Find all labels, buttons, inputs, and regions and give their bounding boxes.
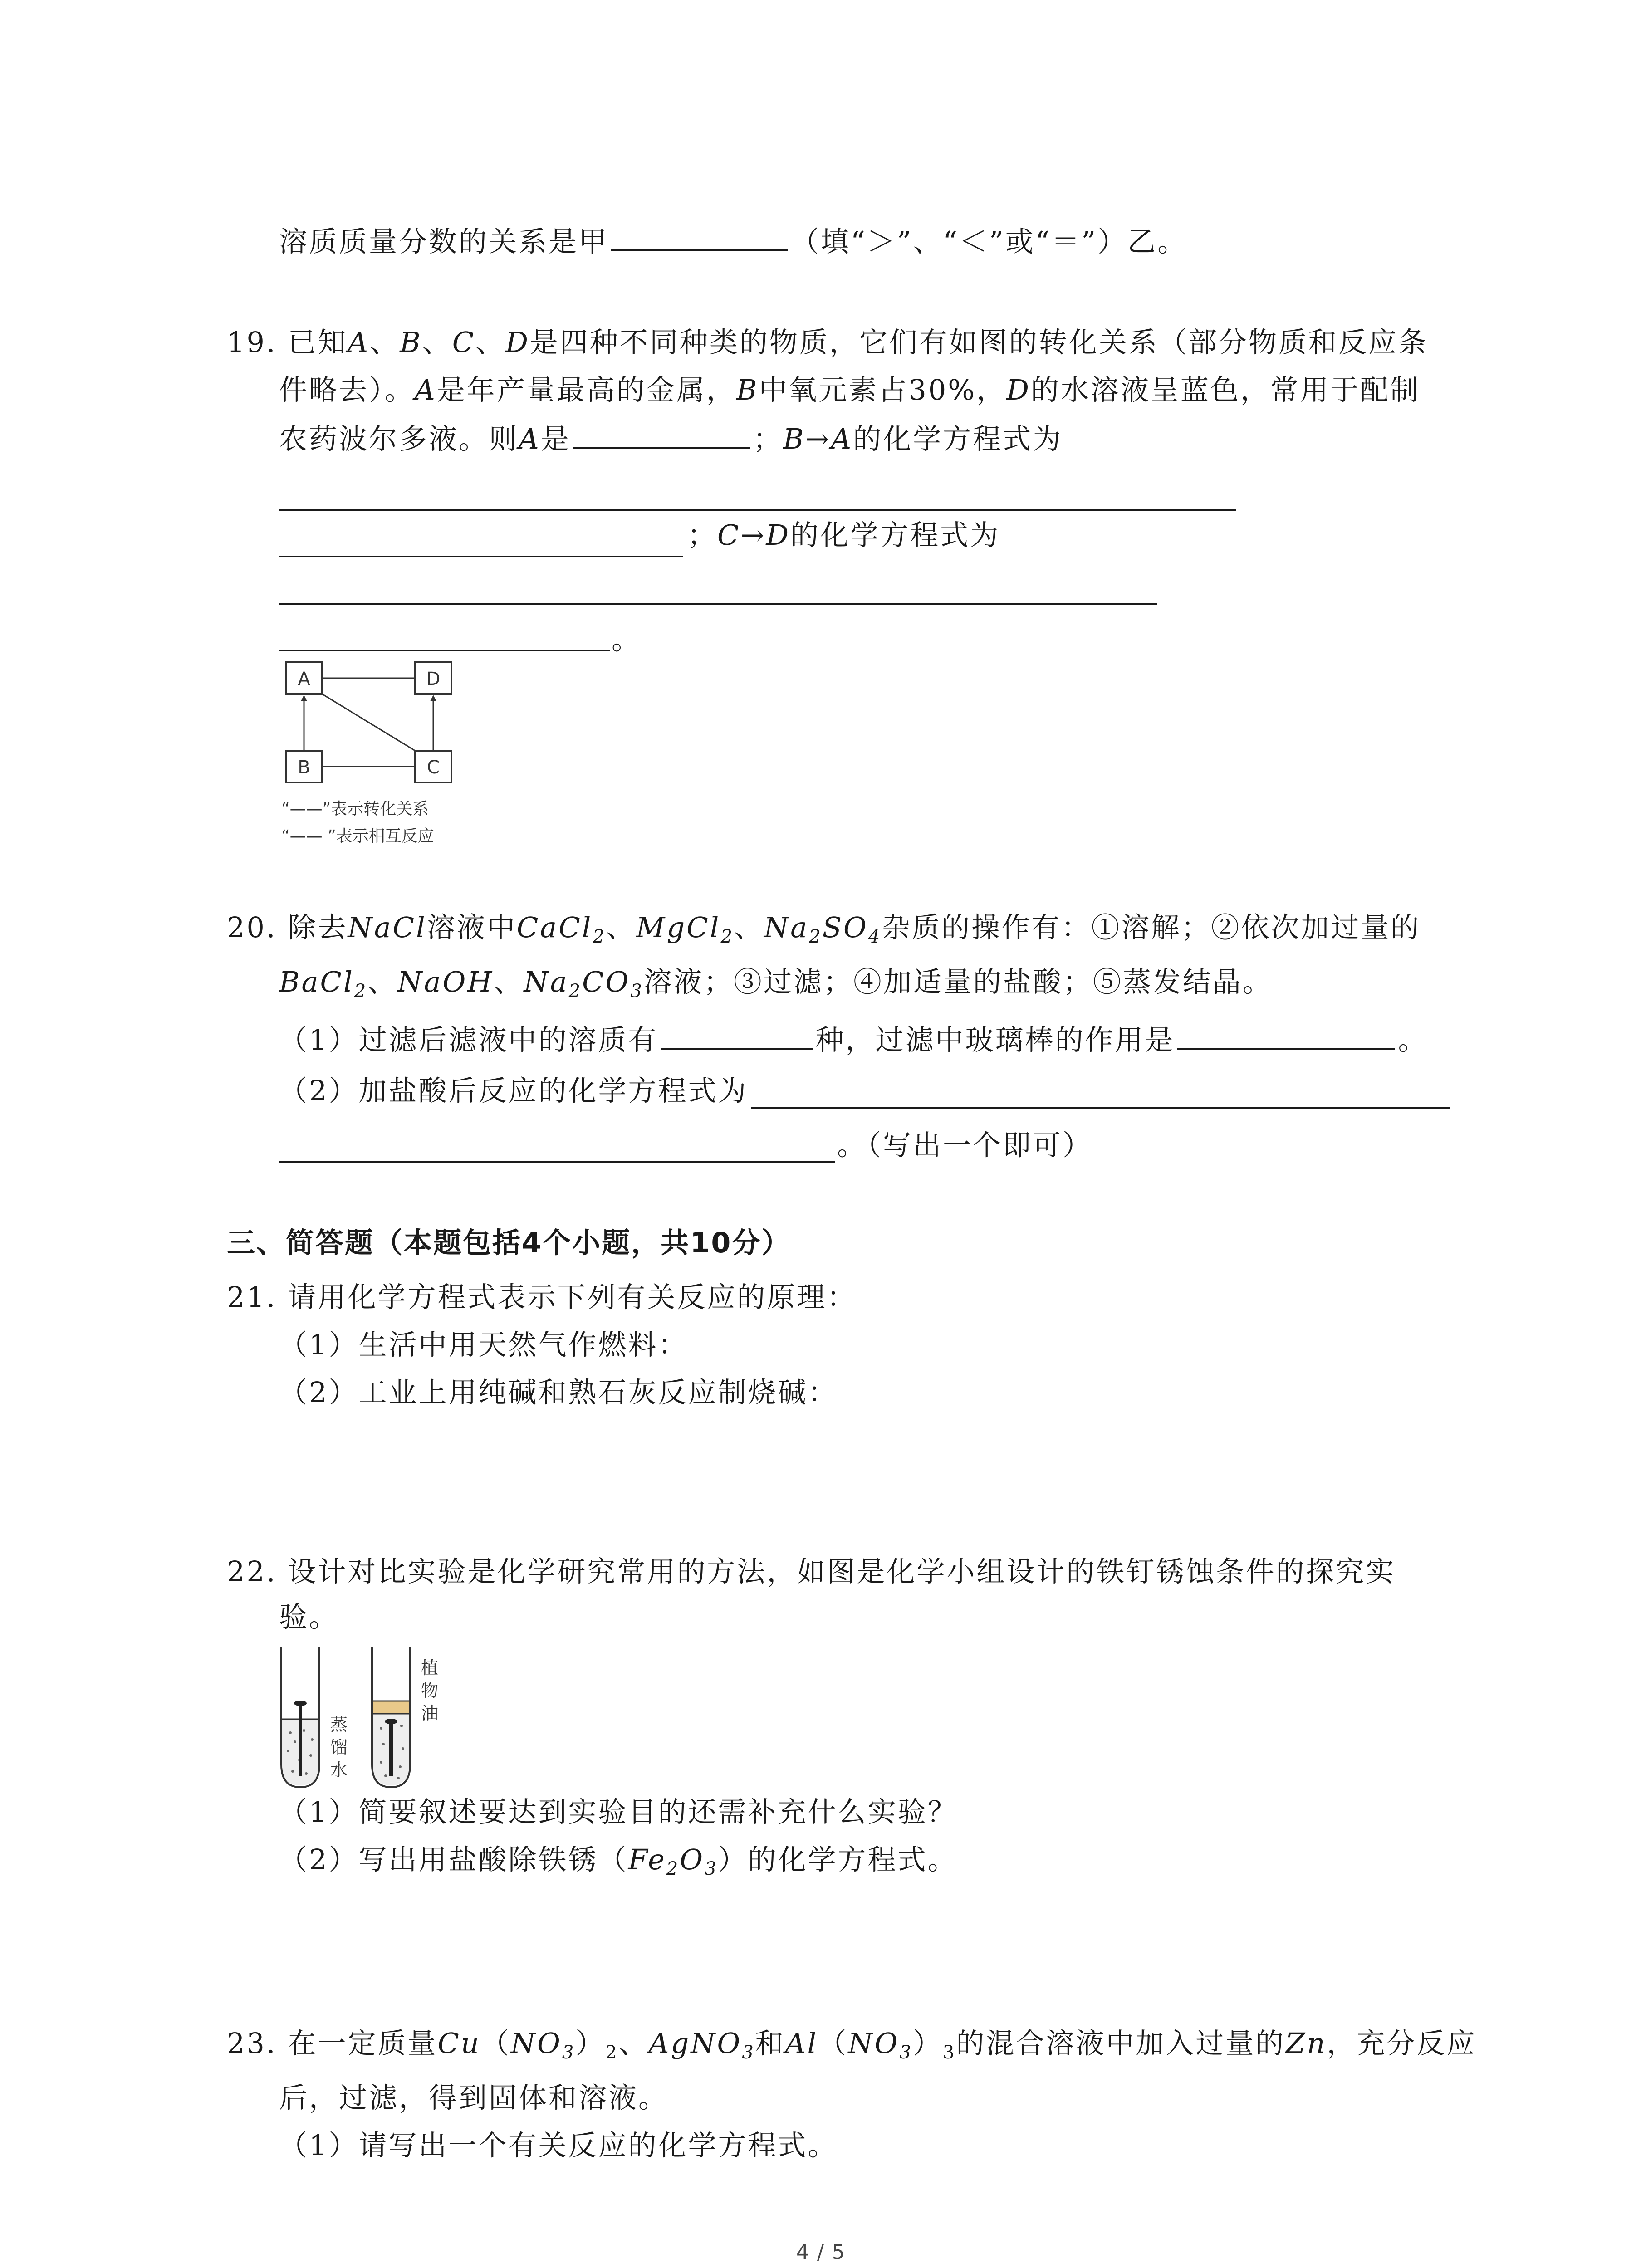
tube-water bbox=[281, 1647, 319, 1787]
q22-line-2: 验。 bbox=[279, 1600, 339, 1633]
a-c-reaction-line bbox=[322, 694, 415, 751]
svg-text:油: 油 bbox=[421, 1703, 439, 1723]
box-d bbox=[415, 662, 451, 694]
q20-glass-rod-blank[interactable] bbox=[1177, 1021, 1395, 1050]
q21-number: 21. bbox=[227, 1281, 277, 1314]
q19-equation-blank-2[interactable] bbox=[279, 556, 683, 557]
q21-sub-1: （1）生活中用天然气作燃料： bbox=[279, 1328, 688, 1361]
q18-answer-blank[interactable] bbox=[611, 222, 788, 251]
svg-text:馏: 馏 bbox=[330, 1737, 348, 1757]
q19-a-blank[interactable] bbox=[573, 420, 750, 449]
page-number: 4 / 5 bbox=[796, 2241, 846, 2264]
oil-label bbox=[421, 1658, 438, 1723]
tube-oil bbox=[372, 1647, 410, 1787]
svg-text:蒸: 蒸 bbox=[330, 1715, 348, 1735]
conversion-diagram bbox=[272, 653, 490, 862]
test-tube-figure bbox=[272, 1642, 481, 1792]
q19-equation-blank-4[interactable] bbox=[279, 650, 610, 651]
q22-sub-1: （1）简要叙述要达到实验目的还需补充什么实验？ bbox=[279, 1795, 958, 1828]
q20-line-1: 20. 除去NaCl溶液中CaCl$_2$、MgCl$_2$、$Na_2SO_4$杂质的操作有：①溶解；②依次加过量的 bbox=[227, 911, 1421, 947]
q19-line-5: ；C→D的化学方程式为 bbox=[687, 518, 1000, 552]
svg-text:D: D bbox=[426, 669, 441, 689]
q20-sub-2-end: 。（写出一个即可） bbox=[837, 1129, 1093, 1162]
svg-text:物: 物 bbox=[421, 1681, 439, 1701]
q19-equation-blank-1[interactable] bbox=[279, 509, 1236, 511]
q21-line-1: 21. 请用化学方程式表示下列有关反应的原理： bbox=[227, 1281, 857, 1314]
q20-equation-blank-1[interactable] bbox=[751, 1107, 1450, 1109]
svg-text:B: B bbox=[298, 757, 310, 778]
svg-text:C: C bbox=[427, 757, 440, 778]
legend-arrow-text: “——”表示转化关系 bbox=[281, 800, 429, 818]
q22-number: 22. bbox=[227, 1555, 277, 1588]
legend-line-text: “—— ”表示相互反应 bbox=[281, 827, 434, 846]
svg-text:植: 植 bbox=[421, 1658, 439, 1678]
q19-number: 19. bbox=[227, 326, 277, 359]
q19-line-2: 件略去）。A是年产量最高的金属，B中氧元素占30%，D的水溶液呈蓝色，常用于配制 bbox=[279, 373, 1420, 406]
q23-sub-1: （1）请写出一个有关反应的化学方程式。 bbox=[279, 2129, 838, 2162]
q20-number: 20. bbox=[227, 911, 277, 944]
q20-line-2: BaCl$_2$、NaOH、$Na_2CO_3$溶液；③过滤；④加适量的盐酸；⑤蒸发结晶。 bbox=[279, 965, 1273, 1002]
q23-number: 23. bbox=[227, 2027, 277, 2060]
box-a bbox=[286, 662, 322, 694]
box-c bbox=[415, 751, 451, 782]
q19-equation-blank-3[interactable] bbox=[279, 603, 1157, 605]
q22-sub-2: （2）写出用盐酸除铁锈$(Fe_2O_3)$的化学方程式。 bbox=[279, 1843, 958, 1879]
q21-sub-2: （2）工业上用纯碱和熟石灰反应制烧碱： bbox=[279, 1376, 838, 1409]
q20-sub-1: （1）过滤后滤液中的溶质有 种，过滤中玻璃棒的作用是 。 bbox=[279, 1021, 1428, 1058]
q23-line-2: 后，过滤，得到固体和溶液。 bbox=[279, 2081, 669, 2114]
q19-line-1: 19. 已知A、B、C、D是四种不同种类的物质，它们有如图的转化关系（部分物质和反应条 bbox=[227, 326, 1428, 359]
q20-sub-2: （2）加盐酸后反应的化学方程式为 bbox=[279, 1074, 748, 1107]
q20-solute-count-blank[interactable] bbox=[661, 1021, 813, 1050]
q22-line-1: 22. 设计对比实验是化学研究常用的方法，如图是化学小组设计的铁钉锈蚀条件的探究实 bbox=[227, 1555, 1396, 1588]
section-3-heading: 三、简答题（本题包括4个小题，共10分） bbox=[227, 1226, 791, 1259]
q23-line-1: 23. 在一定质量$Cu(NO_3)_2$、AgNO$_3$和$Al(NO_3)_3$的混合溶液中加入过量的Zn，充分反应 bbox=[227, 2027, 1477, 2063]
water-label bbox=[330, 1715, 348, 1780]
box-b bbox=[286, 751, 322, 782]
svg-text:A: A bbox=[298, 669, 310, 689]
q19-line-3: 农药波尔多液。则A是 ；B→A的化学方程式为 bbox=[279, 420, 1063, 457]
q20-equation-blank-2[interactable] bbox=[279, 1161, 835, 1163]
svg-text:水: 水 bbox=[330, 1760, 348, 1780]
q18-tail-line: 溶质质量分数的关系是甲 （填“＞”、“＜”或“＝”）乙。 bbox=[279, 222, 1187, 260]
q19-period: 。 bbox=[612, 623, 642, 656]
